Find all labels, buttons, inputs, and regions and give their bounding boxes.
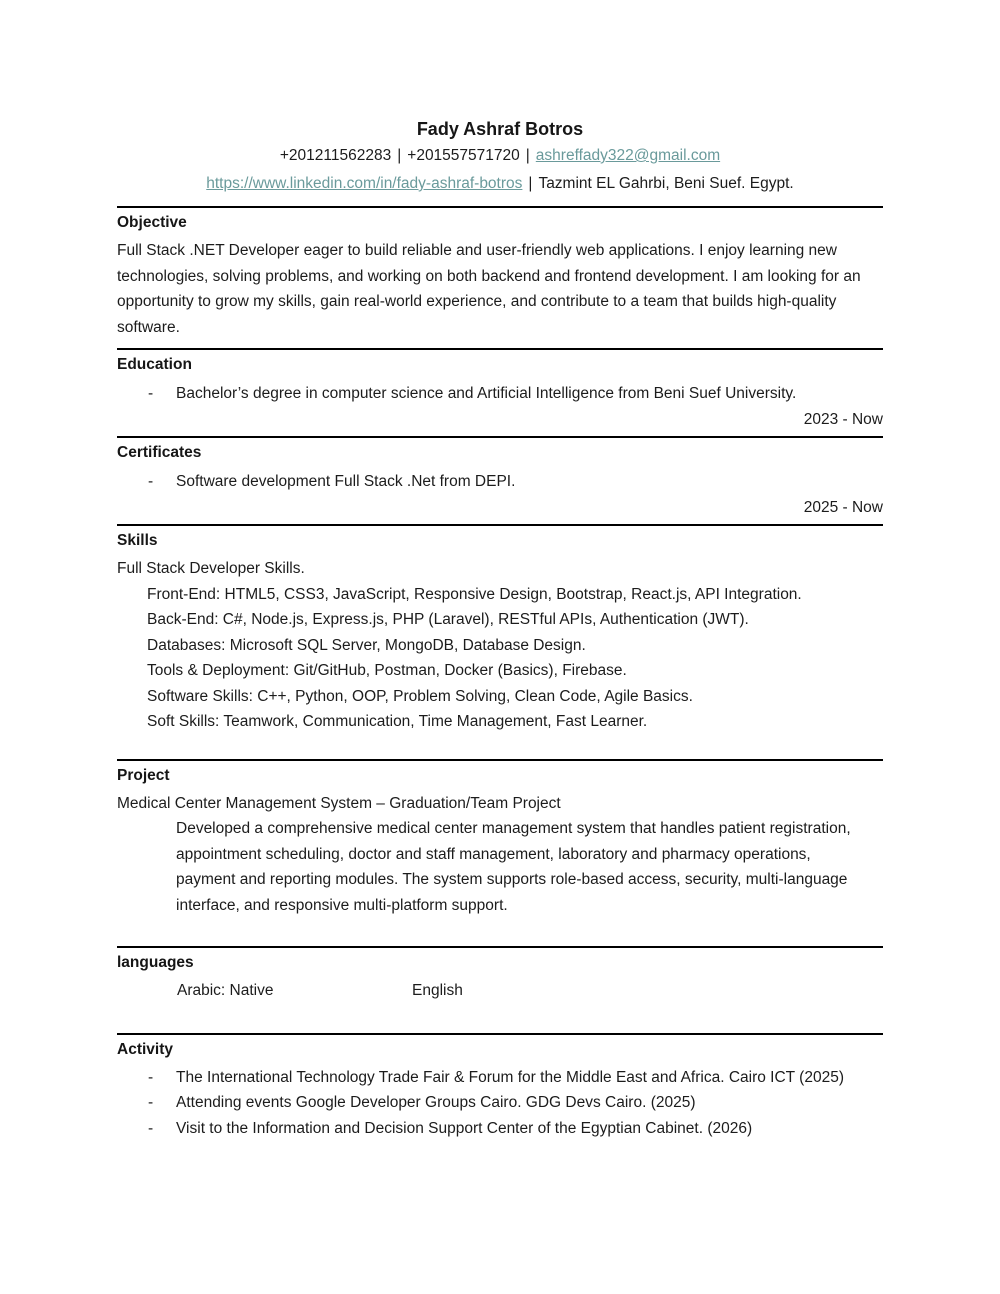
list-item: [117, 1090, 883, 1116]
section-title-objective: Objective: [117, 214, 187, 231]
activity-item-text: Attending events Google Developer Groups Cairo. GDG Devs Cairo. (2025): [176, 1094, 696, 1111]
section-title-languages: languages: [117, 954, 194, 971]
section-objective: [117, 206, 883, 340]
language-english: English: [412, 982, 463, 999]
skill-line-frontend: Front-End: HTML5, CSS3, JavaScript, Responsive Design, Bootstrap, React.js, API Integration.: [147, 585, 802, 603]
list-item: [117, 469, 883, 495]
education-list: [117, 381, 883, 407]
section-project: [117, 759, 883, 919]
section-title-activity: Activity: [117, 1040, 173, 1058]
activity-list: [117, 1065, 883, 1142]
objective-text: Full Stack .NET Developer eager to build reliable and user-friendly web applications. I enjoy learning new technologies, solving problems, and working on both backend and frontend development. I am looking for an opportunity to grow my skills, gain real-world experience, and contribute to a team that builds high-quality software.: [117, 242, 861, 336]
project-block: [117, 761, 883, 919]
section-title-certificates: Certificates: [117, 444, 202, 461]
skill-line-software: Software Skills: C++, Python, OOP, Problem Solving, Clean Code, Agile Basics.: [147, 687, 693, 705]
bullet-dash: -: [148, 1119, 154, 1137]
phone-secondary: +201557571720: [407, 147, 520, 164]
section-title-education: Education: [117, 356, 192, 373]
separator: |: [525, 147, 530, 164]
list-item: [117, 1116, 883, 1142]
certificates-list: [117, 469, 883, 495]
skill-line-backend: Back-End: C#, Node.js, Express.js, PHP (Laravel), RESTful APIs, Authentication (JWT).: [147, 611, 749, 628]
separator: |: [528, 175, 533, 192]
section-activity: [117, 1033, 883, 1142]
section-languages: [117, 946, 883, 1004]
skill-line-soft: Soft Skills: Teamwork, Communication, Time Management, Fast Learner.: [147, 713, 648, 730]
section-skills: [117, 524, 883, 735]
list-item: [117, 1065, 883, 1091]
section-certificates: [117, 436, 883, 520]
bullet-dash: -: [148, 1068, 154, 1086]
resume-header: [117, 118, 883, 196]
education-item-text: Bachelor’s degree in computer science and Artificial Intelligence from Beni Suef University.: [176, 385, 797, 402]
language-arabic: Arabic: Native: [177, 982, 274, 999]
location-text: Tazmint EL Gahrbi, Beni Suef. Egypt.: [538, 175, 794, 192]
section-title-project: Project: [117, 766, 170, 784]
bullet-dash: -: [148, 473, 154, 490]
certificates-date: 2025 - Now: [803, 498, 883, 516]
languages-row: [117, 978, 883, 1004]
certificate-item-text: Software development Full Stack .Net from DEPI.: [176, 473, 516, 490]
section-education: [117, 348, 883, 432]
contact-line: [117, 143, 883, 168]
skills-block: [117, 526, 883, 735]
education-date: 2023 - Now: [803, 410, 883, 428]
skills-intro: Full Stack Developer Skills.: [117, 560, 305, 577]
project-subtitle: Medical Center Management System – Graduation/Team Project: [117, 794, 561, 812]
linkedin-line: [117, 171, 883, 196]
project-description: Developed a comprehensive medical center management system that handles patient registration, appointment scheduling, doctor and staff management, laboratory and pharmacy operations, payment and reporting modules. The system supports role-based access, security, multi-language interface, and responsive multi-platform support.: [176, 820, 851, 914]
bullet-dash: -: [148, 385, 154, 402]
activity-item-text: Visit to the Information and Decision Support Center of the Egyptian Cabinet. (2026): [176, 1119, 753, 1137]
section-title-skills: Skills: [117, 532, 158, 549]
linkedin-link[interactable]: https://www.linkedin.com/in/fady-ashraf-botros: [206, 175, 523, 192]
activity-item-text: The International Technology Trade Fair & Forum for the Middle East and Africa. Cairo ICT (2025): [176, 1068, 844, 1086]
bullet-dash: -: [148, 1094, 154, 1111]
phone-primary: +201211562283: [279, 147, 392, 164]
skill-line-databases: Databases: Microsoft SQL Server, MongoDB, Database Design.: [147, 636, 586, 654]
languages-block: [117, 948, 883, 1004]
list-item: [117, 381, 883, 407]
person-name: Fady Ashraf Botros: [416, 119, 584, 139]
skill-line-tools: Tools & Deployment: Git/GitHub, Postman, Docker (Basics), Firebase.: [147, 662, 627, 679]
email-link[interactable]: ashreffady322@gmail.com: [535, 147, 721, 164]
separator: |: [397, 147, 402, 164]
